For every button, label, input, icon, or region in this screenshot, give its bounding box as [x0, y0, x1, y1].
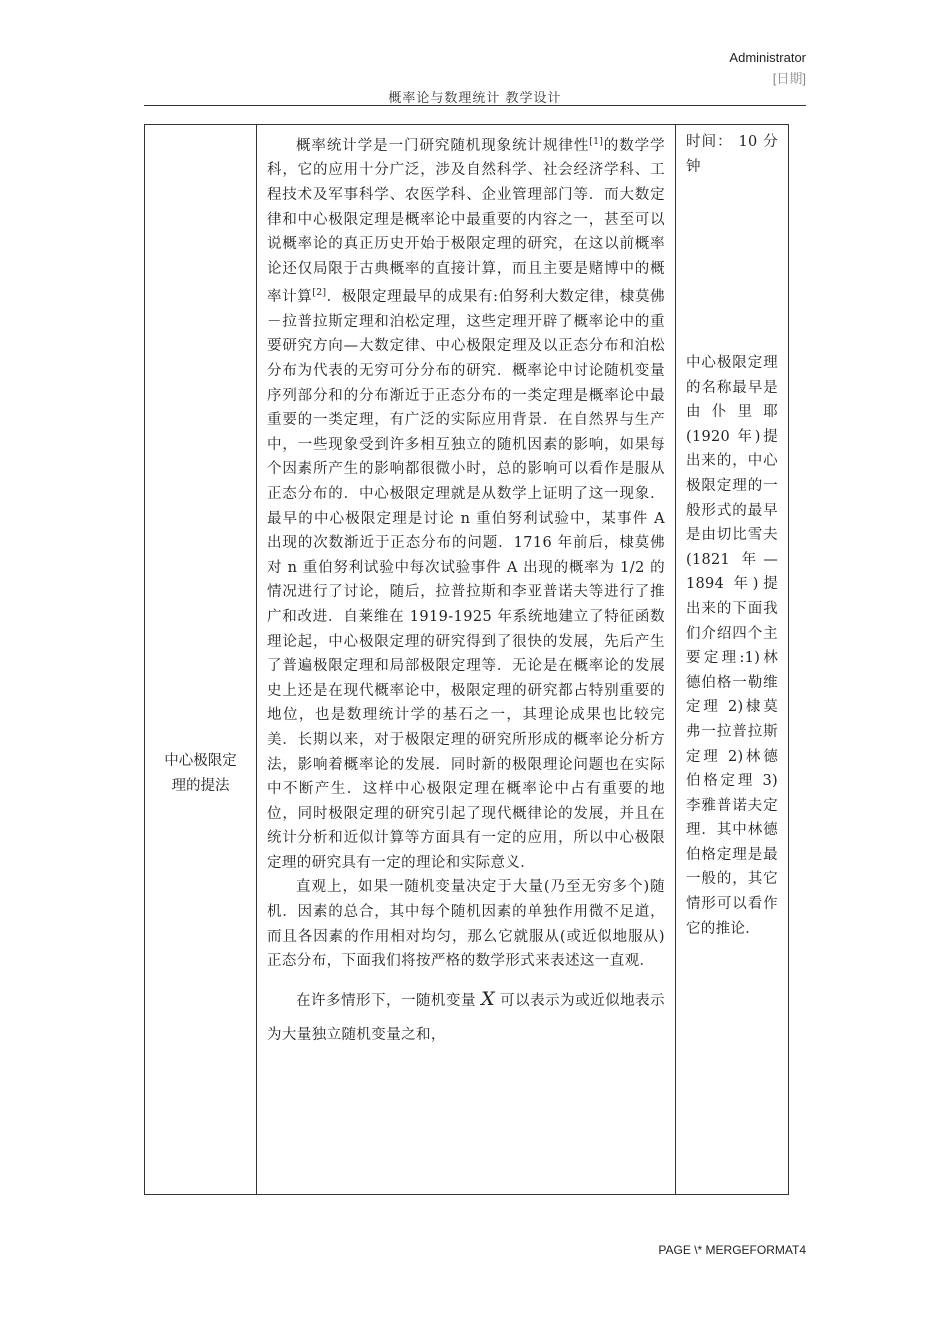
paragraph-3-text-before: 在许多情形下，一随机变量 [296, 992, 482, 1009]
paragraph-3-text-after: 可以表示为或近似地表示为大量独立随机变量之和， [267, 992, 665, 1043]
content-cell [257, 125, 676, 1194]
header-date-placeholder: [日期] [772, 71, 806, 86]
content-paragraph-3 [267, 982, 665, 1052]
content-paragraph-2: 直观上，如果一随机变量决定于大量(乃至无穷多个)随机．因素的总合，其中每个随机因素的单独作用微不足道，而且各因素的作用相对均匀，那么它就服从(或近似地服从)正态分布，下面我们将按严格的数学形式来表述这一直观． [267, 879, 665, 970]
topic-label [145, 749, 256, 799]
side-note: 中心极限定理的名称最早是由仆里耶(1920 年)提出来的，中心极限定理的一般形式的最早是由切比雪夫(1821 年—1894 年)提出来的下面我们介绍四个主要定理:1)林德伯格一勒维定理 2)棣莫弗一拉普拉斯定理 2)林德伯格定理 3)李雅普诺夫定理．其中林德伯格定理是最一般的，其它情形可以看作它的推论． [686, 355, 778, 937]
topic-line-1: 中心极限定 [164, 753, 237, 769]
lesson-table [144, 124, 789, 1195]
citation-marker: [2] [312, 288, 327, 299]
topic-cell [145, 125, 257, 1194]
content-body [267, 130, 665, 1052]
footer-page-field: PAGE \* MERGEFORMAT4 [658, 1243, 806, 1257]
header-author: Administrator [729, 50, 806, 65]
citation-marker: [1] [589, 137, 604, 147]
content-paragraph-1: 概率统计学是一门研究随机现象统计规律性[1]的数学学科，它的应用十分广泛，涉及自然科学、社会经济学科、工程技术及军事科学、农医学科、企业管理部门等．而大数定律和中心极限定理是概率论中最重要的内容之一，甚至可以说概率论的真正历史开始于极限定理的研究，在这以前概率论还仅局限于古典概率的直接计算，而且主要是赌博中的概率计算[2]．极限定理最早的成果有:伯努利大数定律，棣莫佛－拉普拉斯定理和泊松定理，这些定理开辟了概率论中的重要研究方向—大数定律、中心极限定理及以正态分布和泊松分布为代表的无穷可分分布的研究．概率论中讨论随机变量序列部分和的分布渐近于正态分布的一类定理是概率论中最重要的一类定理，有广泛的实际应用背景．在自然界与生产中，一些现象受到许多相互独立的随机因素的影响，如果每个因素所产生的影响都很微小时，总的影响可以看作是服从正态分布的．中心极限定理就是从数学上证明了这一现象．最早的中心极限定理是讨论 n 重伯努利试验中，某事件 A 出现的次数渐近于正态分布的问题．1716 年前后，棣莫佛对 n 重伯努利试验中每次试验事件 A 出现的概率为 1/2 的情况进行了讨论，随后，拉普拉斯和李亚普诺夫等进行了推广和改进．自莱维在 1919-1925 年系统地建立了特征函数理论起，中心极限定理的研究得到了很快的发展，先后产生了普遍极限定理和局部极限定理等．无论是在概率论的发展史上还是在现代概率论中，极限定理的研究都占特别重要的地位，也是数理统计学的基石之一，其理论成果也比较完美．长期以来，对于极限定理的研究所形成的概率论分析方法，影响着概率论的发展．同时新的极限理论问题也在实际中不断产生．这样中心极限定理在概率论中占有重要的地位，同时极限定理的研究引起了现代概律论的发展，并且在统计分析和近似计算等方面具有一定的应用，所以中心极限定理的研究具有一定的理论和实际意义． [267, 137, 665, 871]
notes-cell [676, 125, 788, 1194]
header-course-title: 概率论与数理统计 教学设计 [388, 91, 562, 106]
time-allocation: 时间： 10 分钟 [686, 134, 778, 175]
random-variable-symbol: X [481, 987, 496, 1010]
topic-line-2: 理的提法 [171, 778, 230, 794]
header-divider [144, 105, 806, 106]
